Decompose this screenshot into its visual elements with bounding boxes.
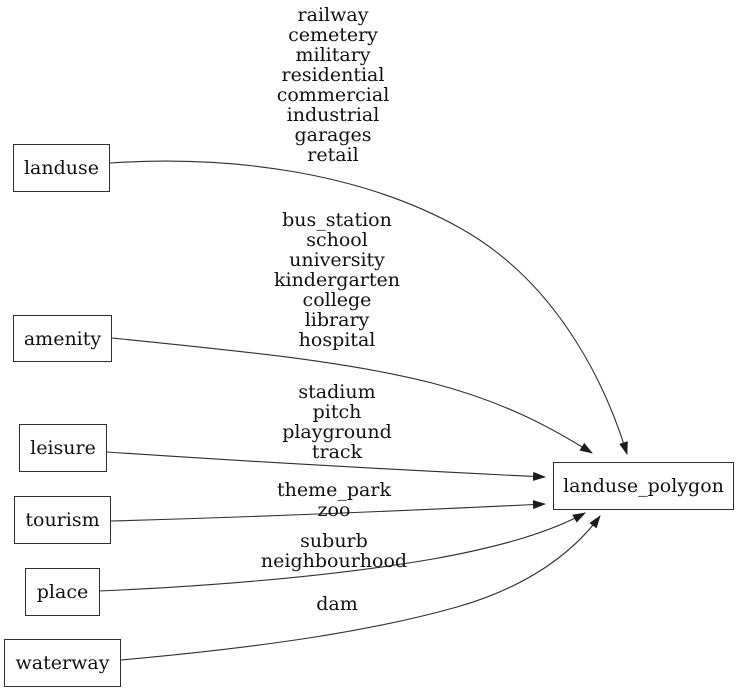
edge-value: college <box>302 289 372 311</box>
edge-label-leisure-values <box>252 382 422 462</box>
node-place-label: place <box>36 581 89 603</box>
node-tourism-label: tourism <box>25 509 100 531</box>
node-amenity-label: amenity <box>23 327 102 350</box>
node-leisure <box>19 424 107 472</box>
edge-value: commercial <box>276 84 390 106</box>
edge-value: library <box>304 309 370 331</box>
node-waterway-label: waterway <box>15 652 110 674</box>
node-leisure-label: leisure <box>30 437 96 459</box>
edge-value: dam <box>316 593 358 615</box>
edge-value: industrial <box>286 104 380 126</box>
edge-value: pitch <box>312 401 362 423</box>
edge-value: suburb <box>300 530 368 552</box>
edge-value: university <box>289 249 385 271</box>
edge-value: zoo <box>317 499 351 521</box>
edge-value: railway <box>297 4 369 26</box>
edge-value: kindergarten <box>273 269 400 291</box>
edge-value: theme_park <box>277 479 391 501</box>
edge-label-waterway-values <box>252 594 422 614</box>
node-landuse_polygon-label: landuse_polygon <box>563 475 724 497</box>
node-amenity <box>13 315 112 362</box>
node-tourism <box>14 496 111 544</box>
edge-value: cemetery <box>288 24 378 46</box>
edge-value: retail <box>307 144 359 166</box>
edge-label-landuse-values <box>248 5 418 165</box>
edge-label-place-values <box>249 531 419 571</box>
edge-value: playground <box>282 421 392 443</box>
edge-value: residential <box>281 64 385 86</box>
edge-value: track <box>311 441 363 463</box>
edge-value: garages <box>294 124 372 146</box>
edge-value: bus_station <box>282 209 392 231</box>
node-landuse-label: landuse <box>23 157 100 179</box>
edge-label-tourism-values <box>249 480 419 520</box>
node-landuse_polygon <box>553 462 734 510</box>
edge-value: stadium <box>298 381 376 403</box>
edge-value: military <box>295 44 371 66</box>
node-waterway <box>4 639 121 687</box>
node-place <box>25 568 100 616</box>
edge-value: neighbourhood <box>260 550 408 572</box>
edge-value: hospital <box>298 329 376 351</box>
node-landuse <box>13 144 110 192</box>
edge-label-amenity-values <box>252 210 422 350</box>
edge-value: school <box>306 229 368 251</box>
